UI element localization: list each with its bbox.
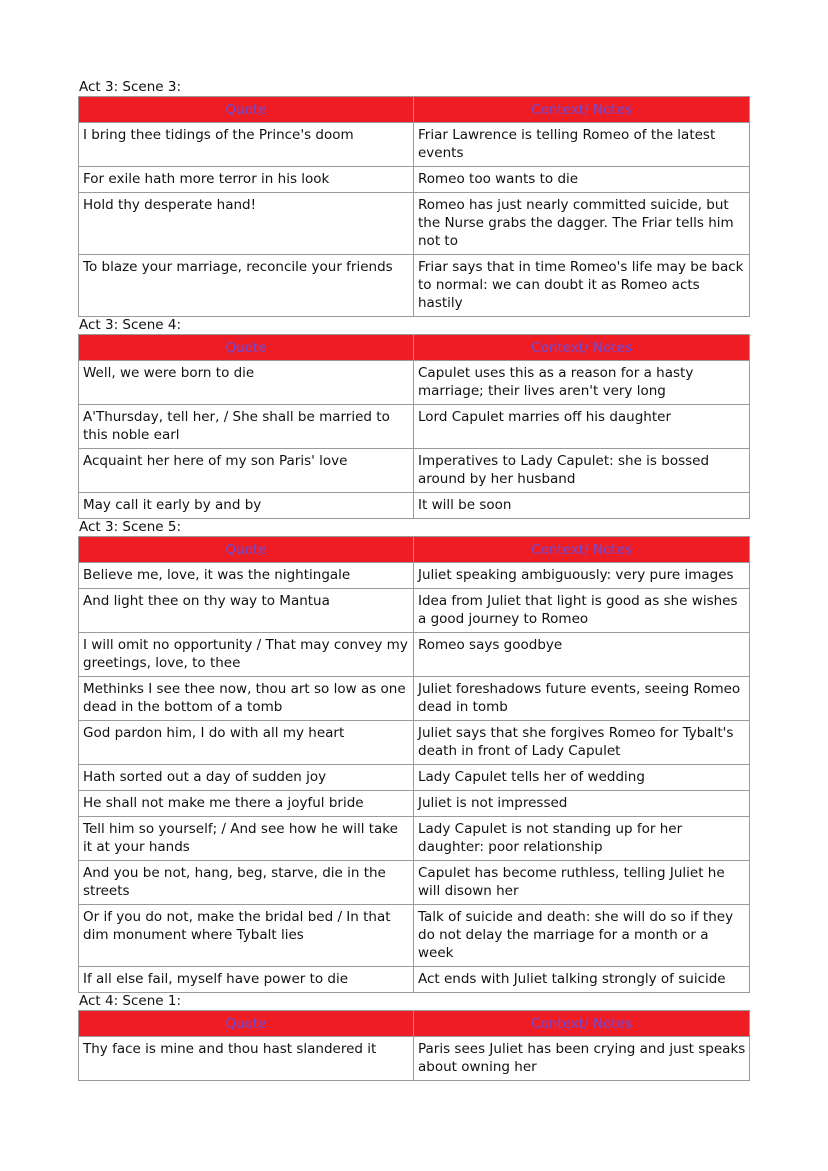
quote-cell: To blaze your marriage, reconcile your friends [79,255,414,317]
quote-cell: Well, we were born to die [79,361,414,405]
quote-cell: For exile hath more terror in his look [79,167,414,193]
notes-cell: Romeo has just nearly committed suicide, but the Nurse grabs the dagger. The Friar tells him not to [414,193,750,255]
notes-cell: Paris sees Juliet has been crying and just speaks about owning her [414,1037,750,1081]
quote-column-header: Quote [79,537,414,563]
notes-cell: Friar Lawrence is telling Romeo of the latest events [414,123,750,167]
table-row [79,861,750,905]
notes-column-header: Context/ Notes [414,335,750,361]
table-header-row [79,97,750,123]
quote-cell: I will omit no opportunity / That may convey my greetings, love, to thee [79,633,414,677]
quote-cell: He shall not make me there a joyful bride [79,791,414,817]
table-row [79,589,750,633]
table-row [79,817,750,861]
quote-table [78,96,750,317]
quote-cell: Methinks I see thee now, thou art so low as one dead in the bottom of a tomb [79,677,414,721]
notes-cell: Lady Capulet tells her of wedding [414,765,750,791]
table-row [79,1037,750,1081]
table-row [79,167,750,193]
notes-cell: Romeo too wants to die [414,167,750,193]
table-row [79,677,750,721]
notes-column-header: Context/ Notes [414,1011,750,1037]
notes-cell: Juliet is not impressed [414,791,750,817]
notes-cell: Idea from Juliet that light is good as she wishes a good journey to Romeo [414,589,750,633]
quote-cell: Hold thy desperate hand! [79,193,414,255]
notes-cell: Juliet speaking ambiguously: very pure images [414,563,750,589]
section-heading: Act 4: Scene 1: [79,993,182,1009]
quote-cell: Believe me, love, it was the nightingale [79,563,414,589]
table-row [79,765,750,791]
section-heading: Act 3: Scene 4: [79,317,182,333]
quote-column-header: Quote [79,1011,414,1037]
quote-cell: God pardon him, I do with all my heart [79,721,414,765]
notes-cell: Imperatives to Lady Capulet: she is bossed around by her husband [414,449,750,493]
quote-cell: Tell him so yourself; / And see how he will take it at your hands [79,817,414,861]
quote-cell: I bring thee tidings of the Prince's doom [79,123,414,167]
notes-cell: Friar says that in time Romeo's life may be back to normal: we can doubt it as Romeo acts hastily [414,255,750,317]
quote-table [78,536,750,993]
notes-cell: Capulet uses this as a reason for a hasty marriage; their lives aren't very long [414,361,750,405]
notes-cell: Act ends with Juliet talking strongly of suicide [414,967,750,993]
quote-cell: A'Thursday, tell her, / She shall be married to this noble earl [79,405,414,449]
quote-table [78,1010,750,1081]
notes-cell: Lord Capulet marries off his daughter [414,405,750,449]
table-row [79,493,750,519]
quote-cell: Thy face is mine and thou hast slandered it [79,1037,414,1081]
table-row [79,405,750,449]
quote-cell: Hath sorted out a day of sudden joy [79,765,414,791]
notes-cell: Lady Capulet is not standing up for her daughter: poor relationship [414,817,750,861]
table-row [79,633,750,677]
table-row [79,905,750,967]
notes-cell: It will be soon [414,493,750,519]
notes-cell: Talk of suicide and death: she will do so if they do not delay the marriage for a month or a week [414,905,750,967]
table-header-row [79,1011,750,1037]
quote-cell: If all else fail, myself have power to die [79,967,414,993]
table-row [79,791,750,817]
quote-table [78,334,750,519]
table-row [79,721,750,765]
quote-column-header: Quote [79,97,414,123]
table-row [79,255,750,317]
quote-cell: May call it early by and by [79,493,414,519]
notes-cell: Juliet says that she forgives Romeo for Tybalt's death in front of Lady Capulet [414,721,750,765]
quote-cell: Or if you do not, make the bridal bed / In that dim monument where Tybalt lies [79,905,414,967]
table-row [79,449,750,493]
quote-column-header: Quote [79,335,414,361]
quote-cell: And light thee on thy way to Mantua [79,589,414,633]
section-heading: Act 3: Scene 5: [79,519,182,535]
table-row [79,563,750,589]
document [78,79,749,1081]
table-header-row [79,335,750,361]
table-row [79,123,750,167]
table-row [79,361,750,405]
table-row [79,967,750,993]
table-row [79,193,750,255]
notes-cell: Romeo says goodbye [414,633,750,677]
notes-cell: Capulet has become ruthless, telling Juliet he will disown her [414,861,750,905]
section-heading: Act 3: Scene 3: [79,79,182,95]
notes-column-header: Context/ Notes [414,97,750,123]
table-header-row [79,537,750,563]
quote-cell: And you be not, hang, beg, starve, die in the streets [79,861,414,905]
quote-cell: Acquaint her here of my son Paris' love [79,449,414,493]
notes-column-header: Context/ Notes [414,537,750,563]
notes-cell: Juliet foreshadows future events, seeing Romeo dead in tomb [414,677,750,721]
